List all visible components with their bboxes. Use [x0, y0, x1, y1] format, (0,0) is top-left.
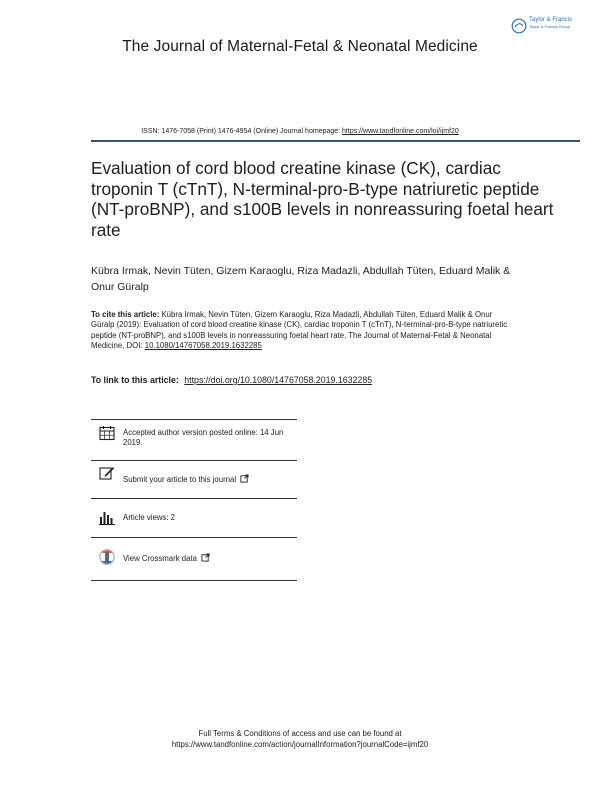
footer	[0, 728, 600, 750]
issn-text: ISSN: 1476-7058 (Print) 1476-4954 (Online) Journal homepage:	[141, 128, 341, 135]
publisher-logo-icon	[511, 18, 527, 34]
publisher-logo-name: Taylor & Francis	[529, 17, 573, 23]
citation-text: Kübra Irmak, Nevin Tüten, Gizem Karaoglu, Riza Madazli, Abdullah Tüten, Eduard Malik & Onur Güralp (2019): Evaluation of cord blood creatine kinase (CK), cardiac troponin T (cTnT), N-terminal-pro-B-type natriuretic peptide (NT-proBNP), and s100B levels in nonreassuring foetal heart rate, The Journal of Maternal-Fetal & Neonatal Medicine, DOI:	[91, 310, 508, 350]
citation-doi-link[interactable]: 10.1080/14767058.2019.1632285	[144, 340, 262, 350]
crossmark-row[interactable]	[91, 538, 297, 581]
bar-chart-icon	[99, 511, 115, 525]
citation-block	[91, 310, 511, 351]
calendar-icon	[99, 425, 115, 441]
publisher-logo[interactable]	[511, 16, 587, 36]
footer-terms-link[interactable]: https://www.tandfonline.com/action/journalInformation?journalCode=ijmf20	[171, 740, 429, 749]
article-link-line	[91, 375, 511, 385]
issn-line	[0, 128, 600, 135]
accepted-text: Accepted author version posted online: 14 Jun 2019.	[123, 428, 284, 447]
article-views-text: Article views: 2	[123, 513, 175, 522]
crossmark-icon	[99, 548, 115, 566]
submit-article-link[interactable]	[123, 474, 249, 485]
external-link-icon	[201, 553, 210, 562]
external-link-icon	[240, 474, 249, 483]
journal-homepage-link[interactable]: https://www.tandfonline.com/loi/ijmf20	[342, 128, 459, 135]
crossmark-label: View Crossmark data	[123, 554, 197, 563]
citation-label: To cite this article:	[91, 310, 160, 319]
edit-icon	[99, 465, 115, 481]
views-row	[91, 499, 297, 538]
article-title: Evaluation of cord blood creatine kinase (CK), cardiac troponin T (cTnT), N-terminal-pro-B-type natriuretic peptide (NT-proBNP), and s100B levels in nonreassuring foetal heart rate	[91, 158, 554, 240]
article-info-box	[91, 419, 297, 581]
header-divider	[91, 140, 580, 142]
article-doi-link[interactable]: https://doi.org/10.1080/14767058.2019.1632285	[184, 375, 373, 385]
submit-row[interactable]	[91, 461, 297, 499]
crossmark-link[interactable]	[123, 553, 210, 564]
journal-title: The Journal of Maternal-Fetal & Neonatal Medicine	[122, 38, 478, 55]
accepted-row	[91, 419, 297, 461]
article-authors: Kübra Irmak, Nevin Tüten, Gizem Karaoglu, Riza Madazli, Abdullah Tüten, Eduard Malik & Onur Güralp	[91, 265, 511, 293]
submit-article-label: Submit your article to this journal	[123, 475, 237, 484]
article-link-label: To link to this article:	[91, 375, 179, 385]
footer-terms-text: Full Terms & Conditions of access and use can be found at	[198, 729, 402, 738]
publisher-logo-subtext: Taylor & Francis Group	[529, 24, 570, 29]
